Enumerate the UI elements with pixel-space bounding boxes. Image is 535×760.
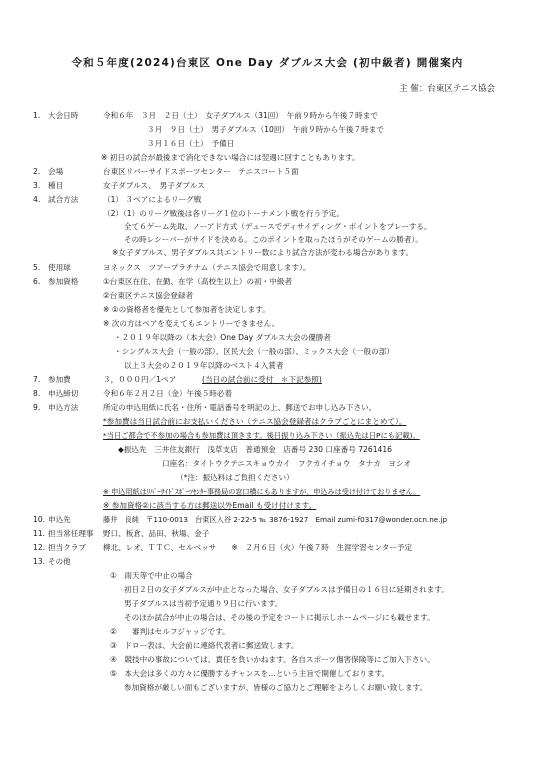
section-number: 13. (33, 557, 46, 566)
section-number: 7. (33, 375, 41, 384)
section-number: 9. (33, 403, 41, 412)
event-text: 女子ダブルス、 男子ダブルス (103, 181, 205, 190)
organizer: 主 催：台東区テニス協会 (399, 84, 495, 94)
section-label: 試合方法 (48, 195, 79, 204)
application-note: ※ 申込用紙はﾘﾊﾞｰｻｲﾄﾞｽﾎﾟｰﾂｾﾝﾀｰ事務局の窓口横にもありますが、申込みは受け付けておりません。 (103, 487, 421, 496)
other-line: ④ 競技中の事故については、責任を負いかねます。各自スポーツ傷害保険等にご加入下さい。 (110, 655, 435, 664)
eligibility-line: ①台東区在住、在勤、在学（高校生以上）の初・中級者 (103, 277, 293, 286)
contact-text: 藤井 良純 〒110-0013 台東区入谷 2-22-5 ℡ 3876-1927 Email zumi-f0317@wonder.ocn.ne.jp (103, 515, 448, 524)
other-line: 初日２日の女子ダブルスが中止となった場合、女子ダブルスは予備日の１６日に延期されます。 (124, 585, 449, 594)
schedule-line: 令和６年 ３月 ２日（土） 女子ダブルス（31回） 午前９時から午後７時まで (103, 111, 378, 120)
application-line: *当日ご都合で不参加の場合も参加費は頂きます。後日振り込み下さい（振込先は日Pにも記載)。 (103, 431, 420, 440)
section-label: その他 (48, 557, 71, 566)
section-number: 11. (33, 529, 46, 538)
section-number: 8. (33, 389, 41, 398)
section-number: 1. (33, 111, 41, 120)
eligibility-line: ②台東区テニス協会登録者 (103, 291, 194, 300)
section-label: 使用球 (48, 263, 71, 272)
eligibility-line: 以上３大会の２０１９年以降のベスト４入賞者 (124, 361, 284, 370)
other-line: ② 審判はセルフジャッジです。 (110, 627, 230, 636)
schedule-line: ３月 ９日（土） 男子ダブルス（10回） 午前９時から午後７時まで (147, 125, 384, 134)
application-line: *参加費は当日試合前にお支払いください（テニス協会登録者はクラブごとにまとめて）。 (103, 417, 407, 426)
other-line: ① 雨天等で中止の場合 (110, 571, 193, 580)
section-label: 申込締切 (48, 389, 79, 398)
section-number: 5. (33, 263, 41, 272)
bank-line: 口座名：タイトウクテニスキョウカイ フクカイチョウ タナカ ヨシオ (162, 459, 412, 468)
section-label: 申込方法 (48, 403, 79, 412)
deadline-text: 令和６年２月２日（金）午後５時必着 (103, 389, 233, 398)
application-line: 所定の申込用紙に氏名・住所・電話番号を明記の上、郵送でお申し込み下さい。 (103, 403, 377, 412)
eligibility-line: ・シングルス大会（一般の部）、区民大会（一般の部）、ミックス大会（一般の部） (114, 347, 394, 356)
method-note: ※女子ダブルス、男子ダブルス共エントリー数により試合方法が変わる場合があります。 (112, 248, 414, 257)
section-label: 申込先 (48, 515, 71, 524)
bank-line: （*注：振込料はご負担ください） (176, 473, 294, 482)
section-number: 4. (33, 195, 41, 204)
section-number: 2. (33, 167, 41, 176)
section-label: 担当常任理事 (48, 529, 94, 538)
section-label: 会場 (48, 167, 64, 176)
other-line: ⑤ 本大会は多くの方々に優勝するチャンスを…という主旨で開催しております。 (110, 669, 390, 678)
clubs-text: 柳北、レオ、ＴＴＣ、セルベッサ ※ ２月６日（火）午後７時 生涯学習センター予定 (103, 543, 413, 552)
method-line: （1） ３ペアによるリーグ戦 (103, 195, 202, 204)
section-label: 担当クラブ (48, 543, 86, 552)
section-label: 大会日時 (48, 111, 79, 120)
venue-text: 台東区リバーサイドスポーツセンター テニスコート５面 (103, 167, 299, 176)
document-title: 令和５年度(2024)台東区 One Day ダブルス大会 (初中級者) 開催案内 (71, 57, 464, 69)
directors-text: 野口、板倉、品田、秋場、金子 (103, 529, 210, 538)
application-note: ※ 参加資格②に該当する方は郵送以外Email も受け付けます。 (103, 501, 317, 510)
other-line: 男子ダブルスは当初予定通り９日に行います。 (124, 599, 283, 608)
section-number: 10. (33, 515, 46, 524)
eligibility-line: ・２０１９年以降の（本大会）One Day ダブルス大会の優勝者 (114, 333, 331, 342)
fee-note: (当日の試合前に受付 ＊下記参照) (202, 375, 322, 384)
section-label: 参加費 (48, 375, 71, 384)
fee-amount: ３，０００円／1ペア (103, 375, 177, 384)
method-line: （2）（1）のリーグ戦後は各リーグ１位のトーナメント戦を行う予定。 (103, 209, 344, 218)
section-label: 種目 (48, 181, 64, 190)
section-number: 3. (33, 181, 41, 190)
other-line: そのほか試合が中止の場合は、その後の予定をコートに掲示しホームページにも載せます。 (124, 613, 435, 622)
method-line: その時レシーバーがサイドを決める。このポイントを取ったほうがそのゲームの勝者）。 (124, 235, 423, 244)
section-label: 参加資格 (48, 277, 79, 286)
section-number: 12. (33, 543, 46, 552)
bank-line: ◆振込先 三井住友銀行 浅草支店 普通預金 店番号 230 口座番号 7261416 (118, 445, 393, 454)
ball-text: ヨネックス ツアープラチナム（テニス協会で用意します）。 (103, 263, 311, 272)
method-line: 全て６ゲーム先取、ノーアド方式（デュースでディサイディング・ポイントをプレーする。 (124, 222, 432, 231)
other-line: 参加資格が厳しい面もございますが、皆様のご協力とご理解をよろしくお願い致します。 (124, 683, 428, 692)
eligibility-line: ※ 次の方はペアを変えてもエントリーできません。 (103, 319, 280, 328)
eligibility-line: ※ ①の資格者を優先として参加者を決定します。 (103, 305, 270, 314)
note-line: ※ 初日の試合が最後まで消化できない場合には翌週に回すこともあります。 (101, 153, 360, 162)
section-number: 6. (33, 277, 41, 286)
schedule-line: ３月１６日（土） 予備日 (147, 139, 235, 148)
other-line: ③ ドロー表は、大会前に連絡代表者に郵送致します。 (110, 641, 299, 650)
